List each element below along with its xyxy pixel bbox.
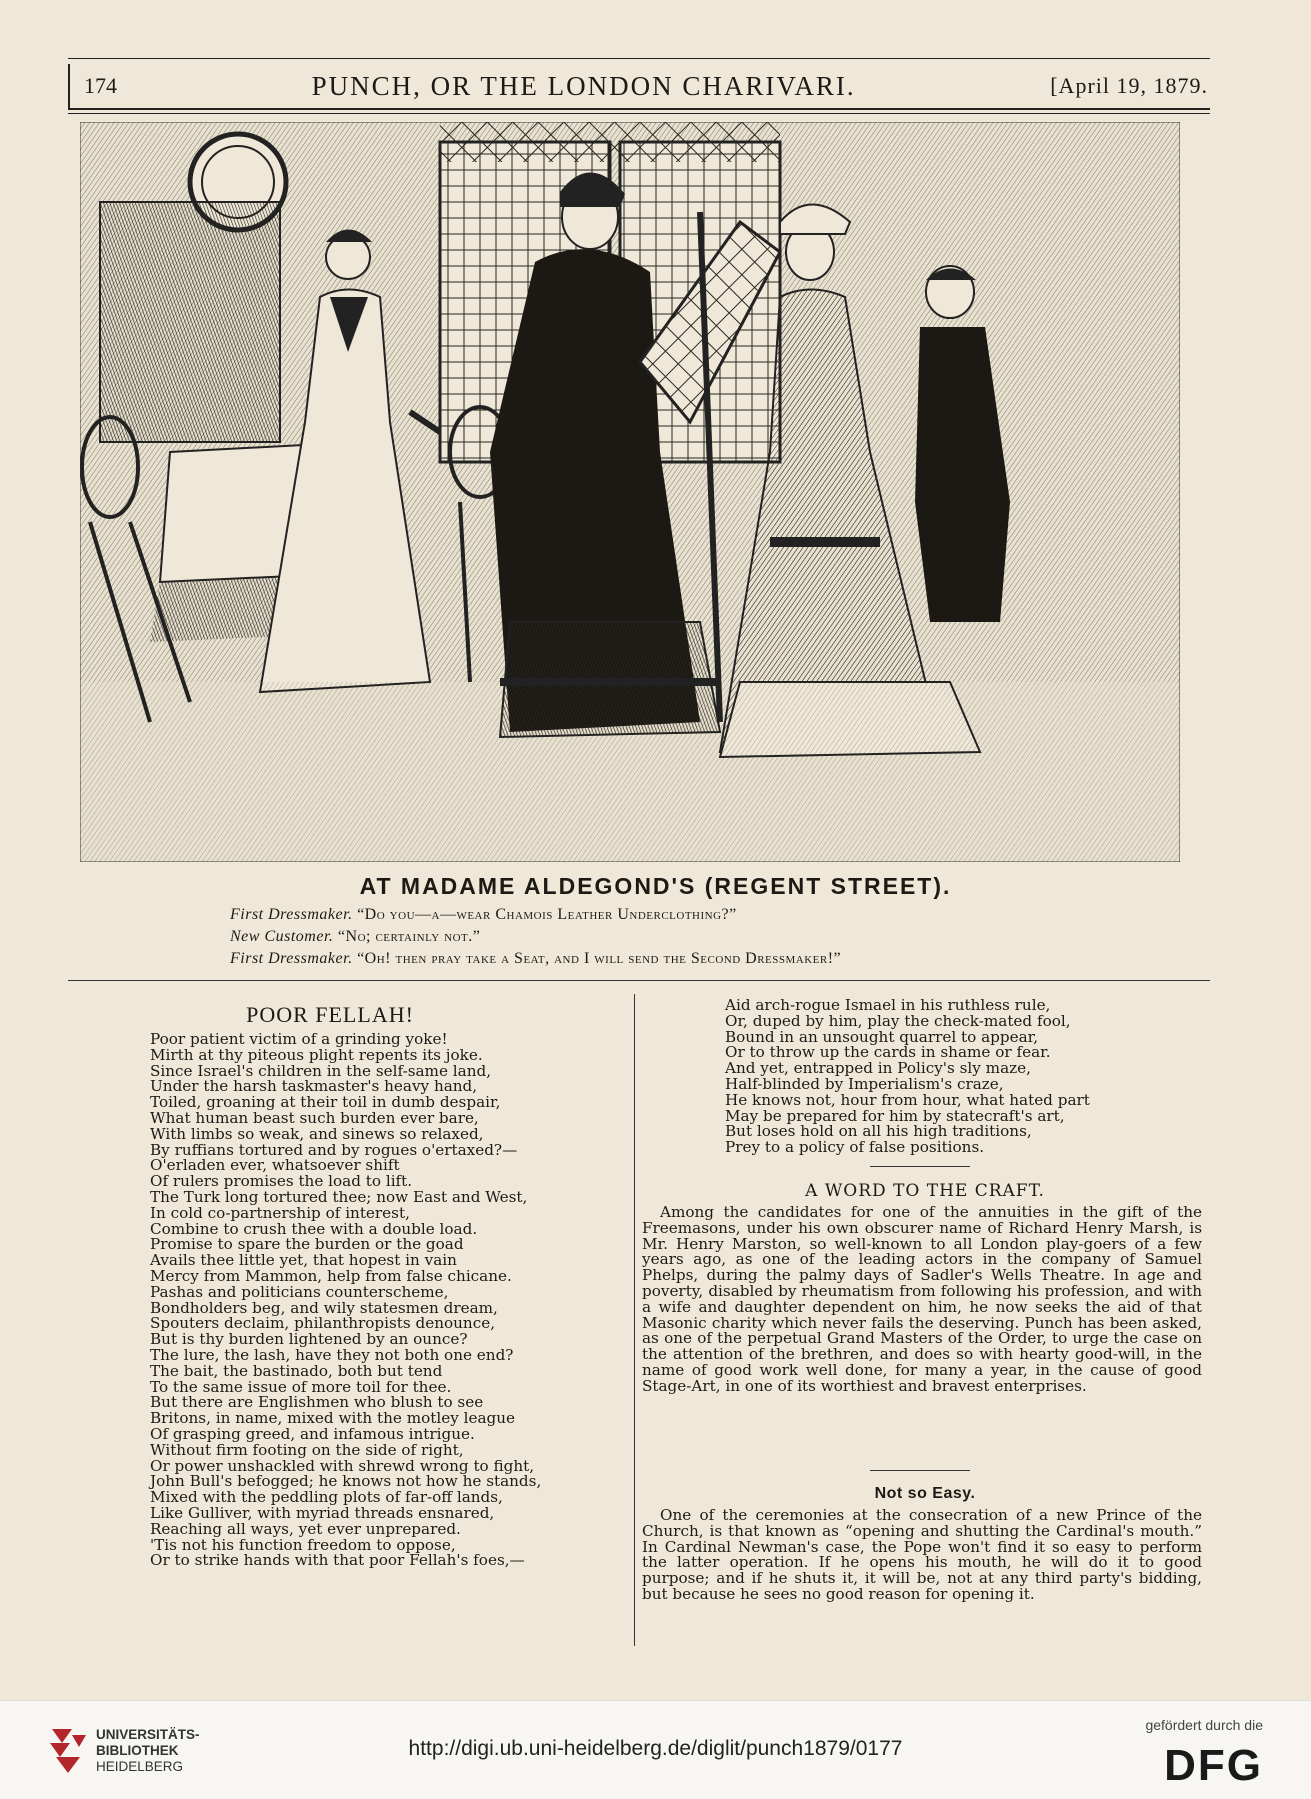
- poem-line: Or, duped by him, play the check-mated fool,: [725, 1011, 1071, 1030]
- article-body-craft: [642, 1205, 1202, 1395]
- poem-line: Combine to crush thee with a double load.: [150, 1219, 478, 1238]
- dfg-logo: DFG: [1164, 1741, 1263, 1790]
- poem-line: To the same issue of more toil for thee.: [150, 1377, 452, 1396]
- poem-line: Promise to spare the burden or the goad: [150, 1235, 464, 1254]
- dialogue-line-1: [230, 906, 737, 924]
- poem-line: Reaching all ways, yet ever unprepared.: [150, 1519, 461, 1538]
- article-paragraph: One of the ceremonies at the consecration of a new Prince of the Church, is that known as “opening and shutting the Cardinal's mouth.” In Cardinal Newman's case, the Pope won't find it so easy to perform the latter operation. If he opens his mouth, he will do it to good purpose; and if he shuts it, it will be, not at any third party's bidding, but because he sees no good reason for opening it.: [642, 1506, 1202, 1603]
- article-title-craft: A WORD TO THE CRAFT.: [805, 1181, 1045, 1201]
- poem-line: Or to strike hands with that poor Fellah's foes,—: [150, 1551, 525, 1570]
- poem-line: Spouters declaim, philanthropists denounce,: [150, 1314, 496, 1333]
- article-paragraph: Among the candidates for one of the annuities in the gift of the Freemasons, under his own obscurer name of Richard Henry Marsh, is Mr. Henry Marston, so well-known to all London play-goers of a few years ago, as one of the leading actors in the company of Samuel Phelps, during the palmy days of Sadler's Wells Theatre. In age and poverty, disabled by rheumatism from following his profession, and with a wife and daughter dependent on him, he now seeks the aid of that Masonic charity which never fails the deserving. Punch has been asked, as one of the perpetual Grand Masters of the Order, to urge the case on the attention of the brethren, and does so with hearty good-will, in the name of good work well done, for many a year, in the cause of good Stage-Art, in one of its worthiest and bravest enterprises.: [642, 1203, 1202, 1395]
- speaker-label: New Customer.: [230, 928, 334, 945]
- issue-date: [April 19, 1879.: [1050, 73, 1208, 98]
- page-header: [68, 64, 1208, 108]
- poem-line: Like Gulliver, with myriad threads ensnared,: [150, 1503, 495, 1522]
- poem-column-left: [150, 1032, 620, 1569]
- poem-line: Mercy from Mammon, help from false chicane.: [150, 1266, 512, 1285]
- poem-line: But is thy burden lightened by an ounce?: [150, 1330, 468, 1349]
- poem-line: The Turk long tortured thee; now East and West,: [150, 1187, 528, 1206]
- poem-line: Without firm footing on the side of right,: [150, 1440, 464, 1459]
- dialogue-text: “No; certainly not.”: [337, 928, 481, 945]
- page-number: 174: [84, 73, 117, 98]
- poem-line: Pashas and politicians counterscheme,: [150, 1282, 449, 1301]
- poem-line: Mirth at thy piteous plight repents its joke.: [150, 1045, 483, 1064]
- short-rule-1: [870, 1166, 970, 1167]
- library-name-line: BIBLIOTHEK: [96, 1743, 179, 1758]
- periodical-title: PUNCH, OR THE LONDON CHARIVARI.: [311, 70, 856, 101]
- poem-line: Or power unshackled with shrewd wrong to fight,: [150, 1456, 535, 1475]
- poem-line: He knows not, hour from hour, what hated part: [725, 1090, 1090, 1109]
- poem-line: Since Israel's children in the self-same land,: [150, 1061, 492, 1080]
- permalink-url[interactable]: http://digi.ub.uni-heidelberg.de/diglit/punch1879/0177: [408, 1737, 903, 1760]
- poem-line: But loses hold on all his high traditions,: [725, 1122, 1032, 1141]
- poem-line: Poor patient victim of a grinding yoke!: [150, 1030, 448, 1048]
- poem-line: O'erladen ever, whatsoever shift: [150, 1156, 400, 1175]
- poem-line: In cold co-partnership of interest,: [150, 1203, 410, 1222]
- speaker-label: First Dressmaker.: [230, 950, 353, 967]
- poem-line: John Bull's befogged; he knows not how he stands,: [150, 1472, 542, 1491]
- speaker-label: First Dressmaker.: [230, 906, 353, 923]
- engraving-illustration: [80, 122, 1180, 862]
- poem-line: May be prepared for him by statecraft's art,: [725, 1106, 1065, 1125]
- illustration-title: AT MADAME ALDEGOND'S (REGENT STREET).: [359, 873, 952, 899]
- poem-line: Of grasping greed, and infamous intrigue.: [150, 1424, 475, 1443]
- funded-by-label: gefördert durch die: [1145, 1717, 1263, 1733]
- poem-line: Mixed with the peddling plots of far-off lands,: [150, 1488, 503, 1507]
- poem-line: Under the harsh taskmaster's heavy hand,: [150, 1077, 478, 1096]
- poem-line: What human beast such burden ever bare,: [150, 1108, 479, 1127]
- section-rule: [68, 980, 1210, 981]
- poem-column-right: [725, 998, 1155, 1156]
- dialogue-text: “Do you—a—wear Chamois Leather Underclothing?”: [357, 906, 737, 923]
- poem-line: Toiled, groaning at their toil in dumb despair,: [150, 1093, 501, 1112]
- poem-line: But there are Englishmen who blush to see: [150, 1393, 484, 1412]
- poem-line: Britons, in name, mixed with the motley league: [150, 1409, 516, 1428]
- poem-line: With limbs so weak, and sinews so relaxed,: [150, 1124, 484, 1143]
- header-top-rule: [68, 58, 1210, 59]
- short-rule-2: [870, 1470, 970, 1471]
- footer-bar: [0, 1700, 1311, 1799]
- poem-line: Bound in an unsought quarrel to appear,: [725, 1027, 1039, 1046]
- poem-line: Bondholders beg, and wily statesmen dream,: [150, 1298, 498, 1317]
- poem-line: By ruffians tortured and by rogues o'ertaxed?—: [150, 1140, 518, 1159]
- poem-line: The lure, the lash, have they not both one end?: [150, 1345, 514, 1364]
- poem-line: Aid arch-rogue Ismael in his ruthless rule,: [725, 996, 1051, 1014]
- article-body-not-so-easy: [642, 1508, 1202, 1603]
- poem-line: The bait, the bastinado, both but tend: [150, 1361, 443, 1380]
- header-rule-thin: [68, 113, 1210, 114]
- poem-title: POOR FELLAH!: [246, 1002, 414, 1027]
- library-name-line: HEIDELBERG: [96, 1759, 184, 1774]
- library-name-line: UNIVERSITÄTS-: [96, 1727, 200, 1742]
- dressmaker-shop-scene: [80, 122, 1180, 862]
- dialogue-line-2: [230, 928, 480, 946]
- poem-line: And yet, entrapped in Policy's sly maze,: [725, 1059, 1031, 1078]
- header-rule-thick: [68, 108, 1210, 110]
- column-divider: [634, 994, 635, 1646]
- poem-line: Half-blinded by Imperialism's craze,: [725, 1074, 1004, 1093]
- article-title-not-so-easy: Not so Easy.: [874, 1485, 976, 1502]
- poem-line: 'Tis not his function freedom to oppose,: [150, 1535, 456, 1554]
- dialogue-text: “Oh! then pray take a Seat, and I will send the Second Dressmaker!”: [357, 950, 842, 967]
- dialogue-line-3: [230, 950, 841, 968]
- poem-line: Or to throw up the cards in shame or fear.: [725, 1043, 1051, 1062]
- poem-line: Avails thee little yet, that hopest in vain: [150, 1251, 457, 1270]
- poem-line: Prey to a policy of false positions.: [725, 1138, 985, 1157]
- poem-line: Of rulers promises the load to lift.: [150, 1172, 413, 1191]
